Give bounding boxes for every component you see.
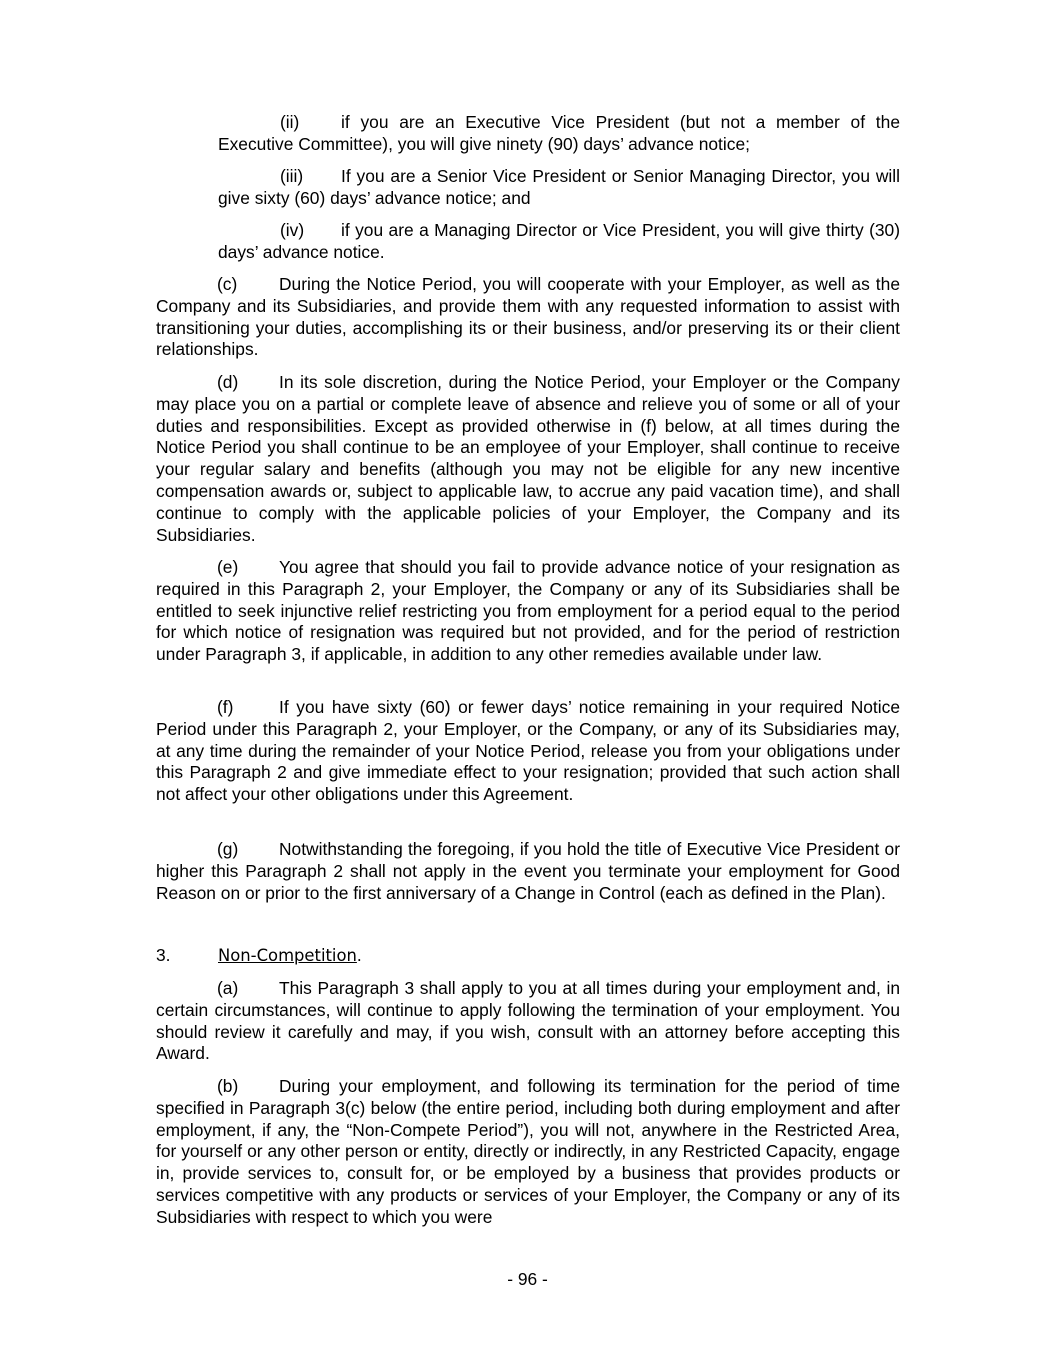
- paragraph-label: (c): [217, 274, 238, 294]
- paragraph-text: If you have sixty (60) or fewer days’ notice remaining in your required Notice Period under this Paragraph 2, your Employer, or the Company, or any of its Subsidiaries may, at any time during the remainder of your Notice Period, release you from your obligations under this Paragraph 2 and give immediate effect to your resignation; provided that such action shall not affect your other obligations under this Agreement.: [156, 697, 900, 805]
- list-item-text: if you are a Managing Director or Vice President, you will give thirty (30) days’ advance notice.: [218, 220, 900, 262]
- paragraph-label: (b): [217, 1076, 239, 1096]
- paragraph-3a: [156, 978, 900, 1065]
- paragraph-c: [156, 274, 900, 361]
- paragraph-label: (d): [217, 372, 239, 392]
- list-item-label: (ii): [280, 112, 300, 132]
- paragraph-f: [156, 697, 900, 806]
- paragraph-label: (a): [217, 978, 239, 998]
- list-item-label: (iv): [280, 220, 305, 240]
- paragraph-g: [156, 839, 900, 904]
- paragraph-text: You agree that should you fail to provide advance notice of your resignation as required in this Paragraph 2, your Employer, the Company or any of its Subsidiaries shall be entitled to seek injunctive relief restricting you from employment for a period equal to the period for which notice of resignation was required but not provided, and for the period of restriction under Paragraph 3, if applicable, in addition to any other remedies available under law.: [156, 557, 900, 665]
- section-title-suffix: .: [356, 945, 362, 965]
- paragraph-text: Notwithstanding the foregoing, if you hold the title of Executive Vice President or higher this Paragraph 2 shall not apply in the event you terminate your employment for Good Reason on or prior to the first anniversary of a Change in Control (each as defined in the Plan).: [156, 839, 900, 903]
- list-item-ii: [218, 112, 900, 156]
- paragraph-3b: [156, 1076, 900, 1229]
- section-heading: [156, 945, 362, 967]
- list-item-label: (iii): [280, 166, 304, 186]
- paragraph-d: [156, 372, 900, 546]
- paragraph-label: (e): [217, 557, 239, 577]
- paragraph-text: This Paragraph 3 shall apply to you at all times during your employment and, in certain circumstances, will continue to apply following the termination of your employment. You should review it carefully and may, if you wish, consult with an attorney before accepting this Award.: [156, 978, 900, 1064]
- list-item-iv: [218, 220, 900, 264]
- list-item-iii: [218, 166, 900, 210]
- paragraph-text: During your employment, and following its termination for the period of time specified in Paragraph 3(c) below (the entire period, including both during employment and after employment, if any, the “Non-Compete Period”), you will not, anywhere in the Restricted Area, for yourself or any other person or entity, directly or indirectly, in any Restricted Capacity, engage in, provide services to, consult for, or be employed by a business that provides products or services competitive with any products or services of your Employer, the Company or any of its Subsidiaries with respect to which you were: [156, 1076, 900, 1227]
- paragraph-text: During the Notice Period, you will cooperate with your Employer, as well as the Company and its Subsidiaries, and provide them with any requested information to assist with transitioning your duties, accomplishing its or their business, and/or preserving its or their client relationships.: [156, 274, 900, 360]
- section-title: Non-Competition: [218, 946, 357, 965]
- paragraph-text: In its sole discretion, during the Notice Period, your Employer or the Company may place you on a partial or complete leave of absence and relieve you of some or all of your duties and responsibilities. Except as provided otherwise in (f) below, at all times during the Notice Period you shall continue to be an employee of your Employer, shall continue to receive your regular salary and benefits (although you may not be eligible for any new incentive compensation awards or, subject to applicable law, to accrue any paid vacation time), and shall continue to comply with the applicable policies of your Employer, the Company and its Subsidiaries.: [156, 372, 900, 545]
- paragraph-label: (f): [217, 697, 234, 717]
- paragraph-e: [156, 557, 900, 666]
- paragraph-label: (g): [217, 839, 239, 859]
- list-item-text: If you are a Senior Vice President or Senior Managing Director, you will give sixty (60) days’ advance notice; and: [218, 166, 900, 208]
- list-item-text: if you are an Executive Vice President (but not a member of the Executive Committee), you will give ninety (90) days’ advance notice;: [218, 112, 900, 154]
- page-number: - 96 -: [507, 1269, 548, 1289]
- section-number: 3.: [156, 945, 171, 965]
